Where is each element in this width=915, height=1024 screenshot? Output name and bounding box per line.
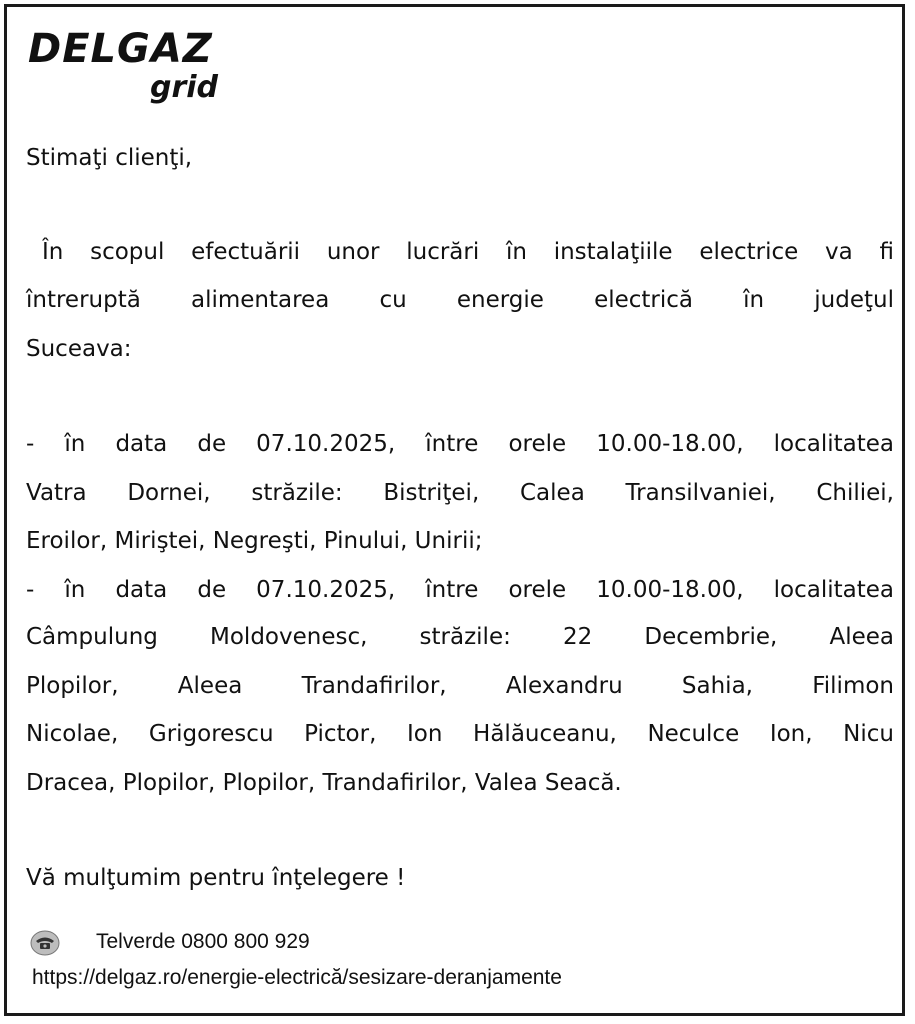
outage-2-line-2: Câmpulung Moldovenesc, străzile: 22 Decembrie, Aleea — [26, 624, 894, 650]
logo-sub: grid — [150, 70, 219, 105]
greeting: Stimaţi clienţi, — [26, 145, 193, 171]
intro-line-2: întreruptă alimentarea cu energie electrică în judeţul — [26, 287, 894, 313]
outage-1-line-3: Eroilor, Miriştei, Negreşti, Pinului, Unirii; — [26, 528, 483, 554]
outage-2-line-3: Plopilor, Aleea Trandafirilor, Alexandru Sahia, Filimon — [26, 673, 894, 699]
telephone-icon — [30, 930, 60, 956]
outage-2-line-5: Dracea, Plopilor, Plopilor, Trandafirilor, Valea Seacă. — [26, 770, 622, 796]
phone-number: Telverde 0800 800 929 — [96, 930, 310, 953]
outage-1-line-1: - în data de 07.10.2025, între orele 10.00-18.00, localitatea — [26, 431, 894, 457]
outage-2-line-1: - în data de 07.10.2025, între orele 10.00-18.00, localitatea — [26, 577, 894, 603]
outage-2-line-4: Nicolae, Grigorescu Pictor, Ion Hălăuceanu, Neculce Ion, Nicu — [26, 721, 894, 747]
intro-line-3: Suceava: — [26, 336, 132, 362]
logo-brand: DELGAZ — [28, 26, 213, 72]
closing-thanks: Vă mulţumim pentru înţelegere ! — [26, 865, 406, 891]
fault-report-link[interactable]: https://delgaz.ro/energie-electrică/sesizare-deranjamente — [32, 966, 562, 989]
phone-contact — [30, 928, 630, 958]
delgaz-grid-logo — [28, 26, 238, 108]
intro-line-1: În scopul efectuării unor lucrări în instalaţiile electrice va fi — [42, 239, 894, 265]
outage-1-line-2: Vatra Dornei, străzile: Bistriţei, Calea Transilvaniei, Chiliei, — [26, 480, 894, 506]
